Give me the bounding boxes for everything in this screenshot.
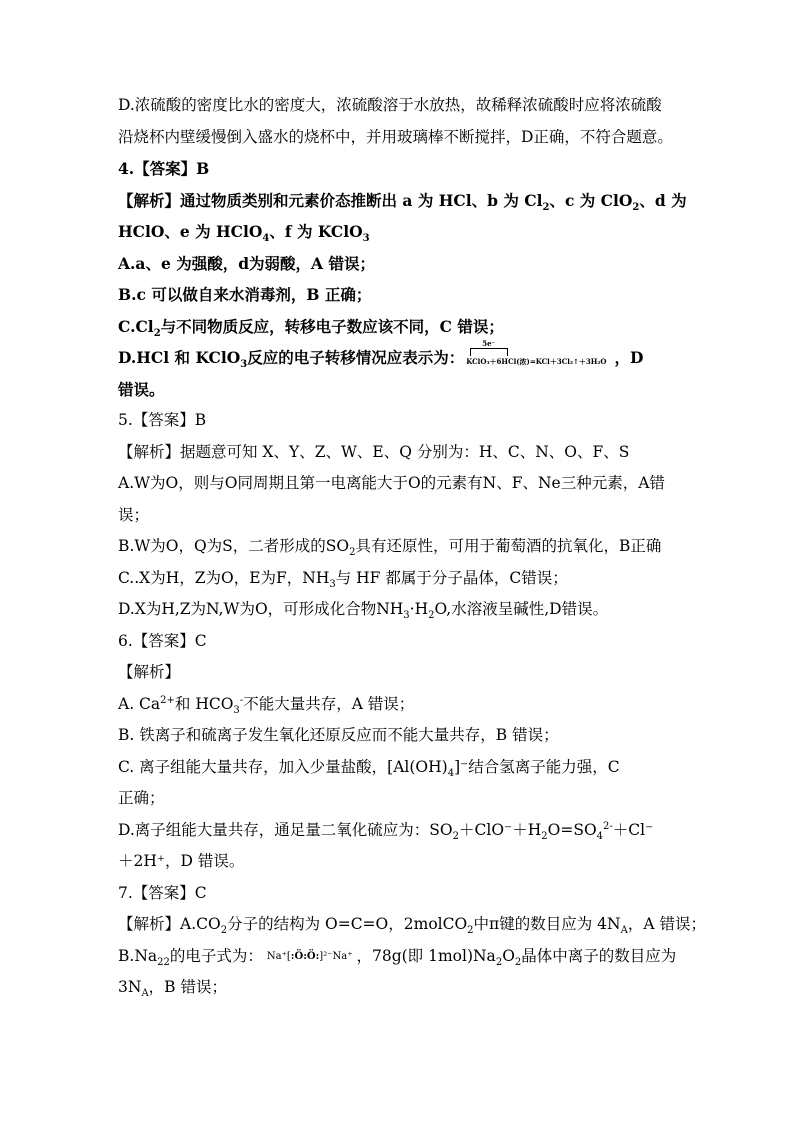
answer-heading: 5.【答案】B [118,411,207,429]
text-line: D.离子组能大量共存，通足量二氧化硫应为：$SO_2+ClO^-+H_2O=SO_4^{2-}+Cl^-$ [118,820,654,842]
answer-heading: 4.【答案】B [118,159,210,178]
text-line: A. $Ca^{2+}$和 $HCO_3^-$不能大量共存，A 错误； [118,694,415,716]
text-line: 沿烧杯内壁缓慢倒入盛水的烧杯中，并用玻璃棒不断搅拌，D正确，不符合题意。 [118,127,673,146]
answer-heading: 6.【答案】C [118,631,207,650]
electron-formula: Na⁺[:Ö:Ö:]²⁻Na⁺ [266,950,353,962]
text-line: 正确； [118,789,165,807]
text-line: $B.Na_{22}$的电子式为： Na⁺[:Ö:Ö:]²⁻Na⁺ ，78g(即 $1mol)Na_2O_2$晶体中离子的数目应为 [118,941,694,973]
text-line: HClO、e 为 HClO$_4$、f 为 KClO$_3$ [118,222,370,245]
text-line: $3N_A$，B 错误； [118,978,227,1000]
text-line: C. 离子组能大量共存，加入少量盐酸，$[Al(OH)_4]^-$结合氢离子能力强，C [118,757,620,779]
text-line: ＋2H⁺，D 错误。 [118,852,245,870]
text-line: C..X为H，Z为O，E为F，$NH_3$与 HF 都属于分子晶体，C错误； [118,568,568,590]
text-line: D.X为H,Z为N,W为O，可形成化合物$NH_3\cdot H_2O$,水溶液呈碱性,D错误。 [118,600,609,622]
text-line: 误； [118,505,150,524]
text-line: 【解析】$A.CO_2$分子的结构为 O=C=O，2molCO$_2$中π键的数目应为 $4N_A$，A 错误； [118,915,706,937]
text-line: $C.Cl_2$与不同物质反应，转移电子数应该不同，C 错误； [118,316,504,339]
electron-transfer-arc [470,348,508,356]
text-line: 【解析】 [118,663,181,681]
text-line: B.c 可以做自来水消毒剂，B 正确； [118,285,372,304]
text-line: 【解析】据题意可知 X、Y、Z、W、E、Q 分别为：H、C、N、O、F、S [118,442,630,461]
electron-transfer-equation: 5e⁻ KClO₃＋6HCl(浓)=KCl＋3Cl₂↑＋3H₂O [466,339,607,366]
text-line: B. 铁离子和硫离子发生氧化还原反应而不能大量共存，B 错误； [118,726,559,744]
text-line: 错误。 [118,379,165,399]
answer-heading: 7.【答案】C [118,883,207,902]
text-line: D.HCl 和 KClO$_3$反应的电子转移情况应表示为： 5e⁻ KClO₃＋6HCl(浓)=KCl＋3Cl₂↑＋3H₂O ，D [118,339,644,371]
text-line: B.W为O，Q为S，二者形成的$SO_2$具有还原性，可用于葡萄酒的抗氧化，B正确 [118,537,662,559]
text-line: A.a、e 为强酸，d为弱酸，A 错误； [118,253,375,273]
electron-count-label: 5e⁻ [482,339,496,348]
text-line: D.浓硫酸的密度比水的密度大，浓硫酸溶于水放热，故稀释浓硫酸时应将浓硫酸 [118,96,662,114]
text-line: 【解析】通过物质类别和元素价态推断出 a 为 HCl、b 为 $Cl_2$、c 为 ClO$_2$、d 为 [118,190,687,213]
text-line: A.W为O，则与O同周期且第一电离能大于O的元素有N、F、Ne三种元素，A错 [118,474,665,492]
